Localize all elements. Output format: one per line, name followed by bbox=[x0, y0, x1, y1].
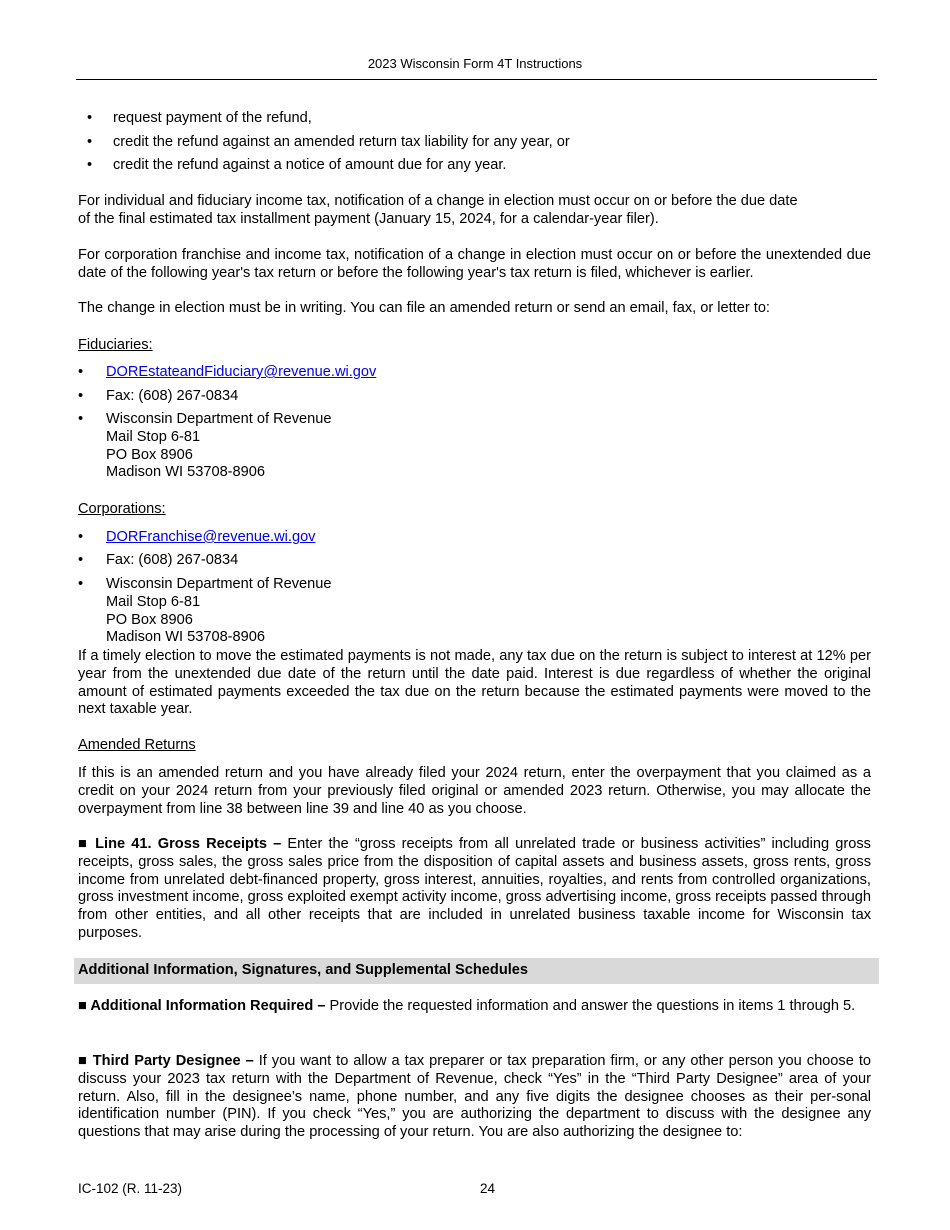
amended-returns-heading: Amended Returns bbox=[78, 737, 196, 753]
page-header: 2023 Wisconsin Form 4T Instructions bbox=[367, 56, 583, 71]
amended-returns-body: If this is an amended return and you have already filed your 2024 return, enter the overpayment that you claimed as a credit on your 2024 return from your previously filed original or amended 2023 return. Otherwise, you may allocate the overpayment from line 38 between line 39 and line 40 as you choose. bbox=[78, 765, 871, 817]
header-divider bbox=[76, 79, 877, 80]
paragraph-change-in-writing: The change in election must be in writing. You can file an amended return or send an email, fax, or letter to: bbox=[78, 300, 770, 316]
additional-info-lead: ■ Additional Information Required – bbox=[78, 998, 326, 1014]
corporations-email-link[interactable]: DORFranchise@revenue.wi.gov bbox=[106, 529, 316, 545]
paragraph-corporation: For corporation franchise and income tax, notification of a change in election must occur on or before the unextended due date of the following year's tax return or before the following year's tax return is filed, whichever is earlier. bbox=[78, 247, 871, 281]
fiduciaries-address: Wisconsin Department of Revenue Mail Stop 6-81 PO Box 8906 Madison WI 53708-8906 bbox=[106, 411, 332, 481]
footer-page-number: 24 bbox=[480, 1181, 496, 1196]
section-title: Additional Information, Signatures, and Supplemental Schedules bbox=[78, 962, 529, 978]
third-party-lead: ■ Third Party Designee – bbox=[78, 1053, 254, 1069]
line41-paragraph: ■ Line 41. Gross Receipts – Enter the “gross receipts from all unrelated trade or business activities” including gross receipts, gross sales, the gross sales price from the disposition of capital assets and business assets, gross rents, gross income from unrelated debt-financed property, gross interest, annuities, royalties, and rents from controlled organizations, gross investment income, gross exploited exempt activity income, gross advertising income, gross receipts passed through from other entities, and all other receipts that are included in unrelated business taxable income for Wisconsin tax purposes. bbox=[78, 836, 871, 941]
footer-form-id: IC-102 (R. 11-23) bbox=[78, 1181, 183, 1196]
third-party-paragraph: ■ Third Party Designee – If you want to allow a tax preparer or tax preparation firm, or any other person you choose to discuss your 2023 tax return with the Department of Revenue, check “Yes” in the “Third Party Designee” area of your return. Also, fill in the designee’s name, phone number, and any five digits the designee chooses as their per-sonal identification number (PIN). If you check “Yes,” you are authorizing the department to discuss with the designee any questions that may arise during the processing of your return. You are also authorizing the designee to: bbox=[78, 1053, 871, 1141]
fiduciaries-heading: Fiduciaries: bbox=[78, 337, 153, 353]
paragraph-individual-fiduciary: For individual and fiduciary income tax, notification of a change in election must occur on or before the due date of the final estimated tax installment payment (January 15, 2024, for a calendar-year filer). bbox=[78, 193, 798, 227]
additional-info-paragraph: ■ Additional Information Required – Provide the requested information and answer the questions in items 1 through 5. bbox=[78, 998, 856, 1014]
corporations-heading: Corporations: bbox=[78, 501, 166, 517]
fiduciaries-email-link[interactable]: DOREstateandFiduciary@revenue.wi.gov bbox=[106, 364, 377, 380]
section-header-bar bbox=[74, 958, 879, 984]
line41-lead: ■ Line 41. Gross Receipts – bbox=[78, 836, 282, 852]
paragraph-timely-election: If a timely election to move the estimated payments is not made, any tax due on the return is subject to interest at 12% per year from the unextended due date of the return until the date paid. Interest is due regardless of whether the original amount of estimated payments exceeded the tax due on the return because the estimated payments were moved to the next taxable year. bbox=[78, 648, 871, 718]
corporations-address: Wisconsin Department of Revenue Mail Stop 6-81 PO Box 8906 Madison WI 53708-8906 bbox=[106, 576, 332, 646]
